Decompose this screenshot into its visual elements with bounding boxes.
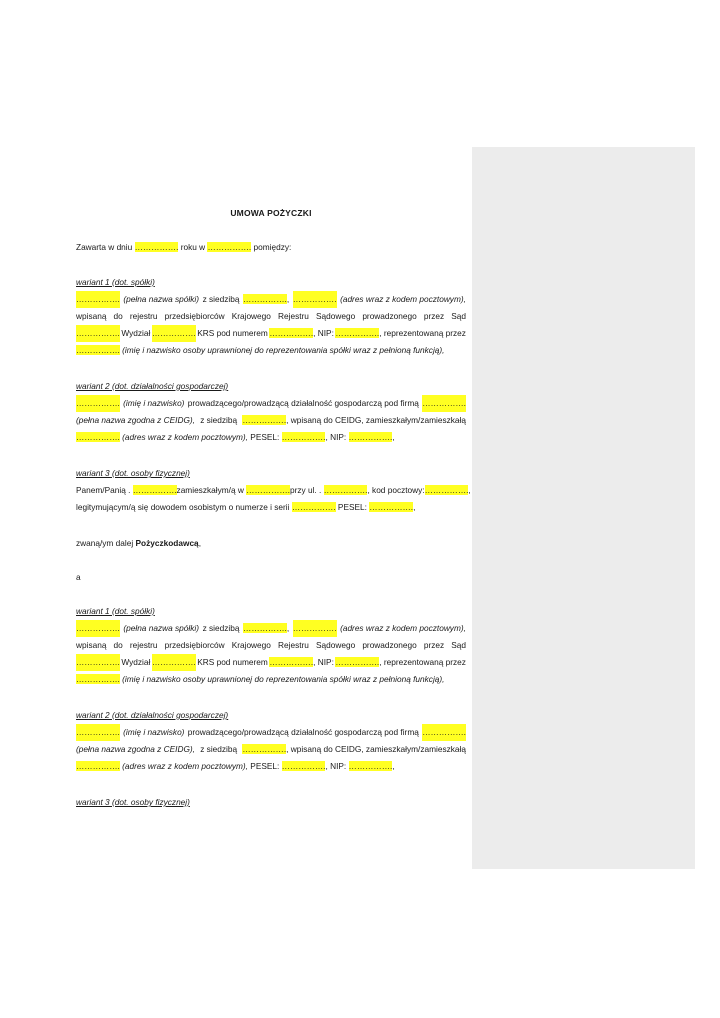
place-blank[interactable]: ……………. [207,242,252,252]
text: , reprezentowaną przez [379,657,466,667]
text: (imię i nazwisko) [123,727,185,737]
field-blank[interactable]: ……………. [281,432,326,442]
text: przy ul. . [289,485,322,495]
text: (pełna nazwa zgodna z CEIDG), [76,744,195,754]
word: Krajowego [231,640,271,650]
variant-2-line-3-second [76,758,466,775]
field-blank[interactable]: ……………. [76,291,120,308]
text: KRS pod numerem [197,657,268,667]
text: , [286,623,290,633]
text: , wpisaną do CEIDG, zamieszkałym/zamieszkałą [286,415,466,425]
text: , [392,432,395,442]
text: , kod pocztowy: [367,485,425,495]
text: , NIP: [313,328,334,338]
text: zamieszkałym/ą w [176,485,244,495]
variant-1-line-3 [76,325,466,342]
field-blank[interactable]: ……………. [76,761,120,771]
intro-text-c: pomiędzy: [253,242,292,252]
field-blank[interactable]: ……………. [76,395,120,412]
text: PESEL: [250,432,280,442]
text: KRS pod numerem [197,328,268,338]
text: (imię i nazwisko osoby uprawnionej do reprezentowania spółki wraz z pełnioną funkcją), [122,674,445,684]
field-blank[interactable]: ……………. [76,432,120,442]
word: przedsiębiorców [164,311,225,321]
field-blank[interactable]: ……………. [422,395,466,412]
field-blank[interactable]: ……………. [76,654,120,671]
word: Sąd [451,640,466,650]
word: prowadzonego [362,311,417,321]
intro-text-a: Zawarta w dniu [76,242,133,252]
variant-1-line-1-second [76,620,466,637]
text: z siedzibą [200,744,238,754]
word: do [113,640,123,650]
text: , [286,294,290,304]
variant-2-line-1 [76,395,466,412]
field-blank[interactable]: ……………. [335,657,380,667]
text: (adres wraz z kodem pocztowym), [122,761,248,771]
field-blank[interactable]: ……………. [269,657,314,667]
text: , [198,538,201,548]
field-blank[interactable]: ……………. [152,654,196,671]
text: PESEL: [337,502,367,512]
text: (pełna nazwa spółki) [123,294,199,304]
lender-name: Pożyczkodawcą [135,538,199,548]
word: rejestru [129,311,158,321]
field-blank[interactable]: ……………. [335,328,380,338]
variant-1-heading-second: wariant 1 (dot. spółki) [76,606,155,616]
variant-2-heading: wariant 2 (dot. działalności gospodarczej) [76,381,229,391]
word: przez [423,640,445,650]
word: Sąd [451,311,466,321]
variant-2-line-3 [76,429,466,446]
document-title: UMOWA POŻYCZKI [230,208,312,218]
word: rejestru [129,640,158,650]
word: Rejestru [278,640,309,650]
lender-line [76,535,466,552]
field-blank[interactable]: ……………. [369,502,414,512]
field-blank[interactable]: ……………. [281,761,326,771]
field-blank[interactable]: ……………. [293,291,337,308]
word: wpisaną [76,311,107,321]
text: (imię i nazwisko) [123,398,185,408]
comment-margin-panel [472,147,695,869]
text: zwaną/ym dalej [76,538,134,548]
text: Wydział [121,328,151,338]
text: prowadzącego/prowadzącą działalność gospodarczą pod firmą [187,398,419,408]
word: Sądowego [316,311,356,321]
field-blank[interactable]: ……………. [76,674,120,684]
field-blank[interactable]: ……………. [76,724,120,741]
text: prowadzącego/prowadzącą działalność gospodarczą pod firmą [187,727,419,737]
text: , reprezentowaną przez [379,328,466,338]
variant-3-heading-second: wariant 3 (dot. osoby fizycznej) [76,797,190,807]
text: , [468,485,471,495]
text: (pełna nazwa spółki) [123,623,199,633]
variant-2-line-2-second [76,741,466,758]
text: (adres wraz z kodem pocztowym), [122,432,248,442]
text: , NIP: [313,657,334,667]
text: , [392,761,395,771]
field-blank[interactable]: ……………. [242,415,287,425]
variant-2-line-2 [76,412,466,429]
variant-1-line-2 [76,308,466,325]
field-blank[interactable]: ……………. [152,325,196,342]
field-blank[interactable]: ……………. [348,761,393,771]
variant-1-line-2-second [76,637,466,654]
field-blank[interactable]: ……………. [76,345,120,355]
field-blank[interactable]: ……………. [242,744,287,754]
field-blank[interactable]: ……………. [246,485,290,495]
field-blank[interactable]: ……………. [323,485,368,495]
text: , NIP: [325,761,347,771]
date-blank[interactable]: ……………. [134,242,179,252]
variant-1-line-4-second [76,671,466,688]
text: (imię i nazwisko osoby uprawnionej do reprezentowania spółki wraz z pełnioną funkcją), [122,345,445,355]
variant-1-line-4 [76,342,466,359]
text: (adres wraz z kodem pocztowym), [340,623,466,633]
text: legitymującym/ą się dowodem osobistym o numerze i serii [76,502,290,512]
text: z siedzibą [202,623,240,633]
word: prowadzonego [362,640,417,650]
variant-1-heading: wariant 1 (dot. spółki) [76,277,155,287]
variant-2-line-1-second [76,724,466,741]
field-blank[interactable]: ……………. [243,623,287,633]
field-blank[interactable]: ……………. [348,432,393,442]
field-blank[interactable]: ……………. [76,325,120,342]
word: przez [423,311,445,321]
intro-line [76,239,466,256]
field-blank[interactable]: ……………. [76,620,120,637]
field-blank[interactable]: ……………. [293,620,337,637]
text: z siedzibą [202,294,240,304]
variant-1-line-1 [76,291,466,308]
word: Rejestru [278,311,309,321]
field-blank[interactable]: ……………. [132,485,177,495]
word: Sądowego [316,640,356,650]
field-blank[interactable]: ……………. [291,502,336,512]
text: Panem/Panią . [76,485,131,495]
variant-3-line-2 [76,499,466,516]
text: (adres wraz z kodem pocztowym), [340,294,466,304]
variant-1-line-3-second [76,654,466,671]
text: Wydział [121,657,151,667]
text: , NIP: [325,432,347,442]
word: Krajowego [231,311,271,321]
text: PESEL: [250,761,280,771]
text: z siedzibą [200,415,238,425]
field-blank[interactable]: ……………. [243,294,287,304]
variant-3-line-1 [76,482,471,499]
variant-2-heading-second: wariant 2 (dot. działalności gospodarczej) [76,710,229,720]
variant-3-heading: wariant 3 (dot. osoby fizycznej) [76,468,190,478]
text: , [413,502,416,512]
word: do [113,311,123,321]
text: (pełna nazwa zgodna z CEIDG), [76,415,195,425]
conjunction: a [76,572,81,582]
intro-text-b: roku w [180,242,206,252]
field-blank[interactable]: ……………. [424,485,469,495]
field-blank[interactable]: ……………. [422,724,466,741]
field-blank[interactable]: ……………. [269,328,314,338]
text: , wpisaną do CEIDG, zamieszkałym/zamieszkałą [286,744,466,754]
word: przedsiębiorców [164,640,225,650]
word: wpisaną [76,640,107,650]
